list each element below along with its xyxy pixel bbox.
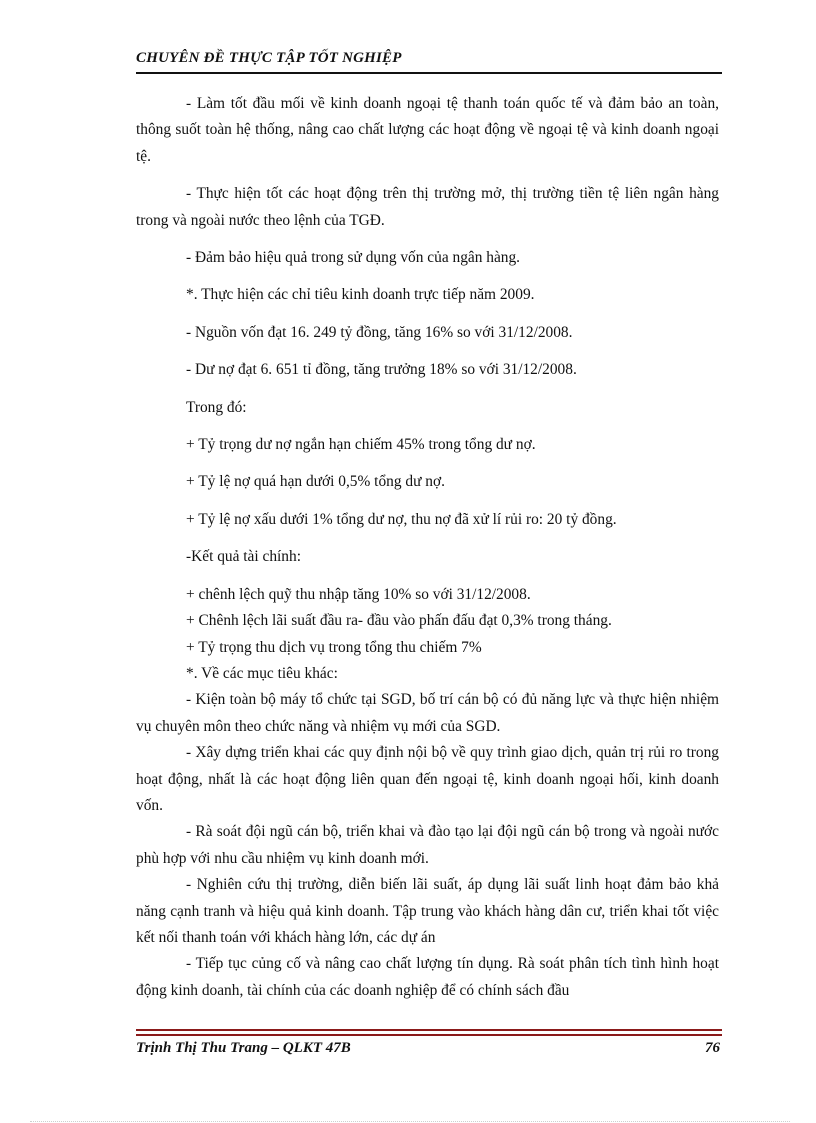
paragraph: - Dư nợ đạt 6. 651 tỉ đồng, tăng trưởng 18% so với 31/12/2008.	[186, 361, 577, 379]
page-number: 76	[705, 1040, 720, 1056]
paragraph: - Xây dựng triển khai các quy định nội bộ về quy trình giao dịch, quản trị rủi ro trong hoạt động, nhất là các hoạt động liên quan đến ngoại tệ, kinh doanh ngoại hối, kinh doanh vốn.	[136, 744, 719, 814]
paragraph: - Đảm bảo hiệu quả trong sử dụng vốn của ngân hàng.	[186, 249, 521, 267]
footer-author: Trịnh Thị Thu Trang – QLKT 47B	[136, 1040, 351, 1056]
paragraph: *. Về các mục tiêu khác:	[186, 664, 338, 682]
paragraph: Trong đó:	[186, 398, 247, 416]
paragraph: - Rà soát đội ngũ cán bộ, triển khai và đào tạo lại đội ngũ cán bộ trong và ngoài nước phù hợp với nhu cầu nhiệm vụ kinh doanh mới.	[136, 823, 719, 867]
body-text	[136, 91, 719, 1004]
paragraph: - Thực hiện tốt các hoạt động trên thị trường mở, thị trường tiền tệ liên ngân hàng trong và ngoài nước theo lệnh của TGĐ.	[136, 185, 719, 229]
paragraph: - Nghiên cứu thị trường, diễn biến lãi suất, áp dụng lãi suất linh hoạt đảm bảo khả năng cạnh tranh và hiệu quả kinh doanh. Tập trung vào khách hàng dân cư, triển khai tốt việc kết nối thanh toán với khách hàng lớn, các dự án	[136, 876, 719, 946]
paragraph: + chênh lệch quỹ thu nhập tăng 10% so với 31/12/2008.	[186, 585, 531, 603]
header-title: CHUYÊN ĐỀ THỰC TẬP TỐT NGHIỆP	[136, 50, 402, 66]
page-edge-dots	[30, 1121, 790, 1122]
paragraph: - Kiện toàn bộ máy tổ chức tại SGD, bố trí cán bộ có đủ năng lực và thực hiện nhiệm vụ chuyên môn theo chức năng và nhiệm vụ mới của SGD.	[136, 691, 719, 735]
paragraph: -Kết quả tài chính:	[186, 548, 301, 566]
paragraph: - Làm tốt đầu mối về kinh doanh ngoại tệ thanh toán quốc tế và đảm bảo an toàn, thông suốt toàn hệ thống, nâng cao chất lượng các hoạt động về ngoại tệ và kinh doanh ngoại tệ.	[136, 95, 719, 165]
paragraph: + Chênh lệch lãi suất đầu ra- đầu vào phấn đấu đạt 0,3% trong tháng.	[186, 612, 612, 630]
paragraph: - Nguồn vốn đạt 16. 249 tỷ đồng, tăng 16% so với 31/12/2008.	[186, 323, 573, 341]
paragraph: + Tỷ lệ nợ xấu dưới 1% tổng dư nợ, thu nợ đã xử lí rủi ro: 20 tỷ đồng.	[186, 510, 617, 528]
page-header	[136, 48, 722, 74]
paragraph: + Tỷ trọng dư nợ ngắn hạn chiếm 45% trong tổng dư nợ.	[186, 436, 536, 454]
footer-rule-top	[136, 1029, 722, 1031]
paragraph: *. Thực hiện các chỉ tiêu kinh doanh trực tiếp năm 2009.	[186, 286, 535, 304]
paragraph: + Tỷ trọng thu dịch vụ trong tổng thu chiếm 7%	[186, 638, 482, 656]
footer-rule-bottom	[136, 1034, 722, 1036]
paragraph: - Tiếp tục củng cố và nâng cao chất lượng tín dụng. Rà soát phân tích tình hình hoạt động kinh doanh, tài chính của các doanh nghiệp để có chính sách đầu	[136, 955, 719, 999]
paragraph: + Tỷ lệ nợ quá hạn dưới 0,5% tổng dư nợ.	[186, 473, 445, 491]
